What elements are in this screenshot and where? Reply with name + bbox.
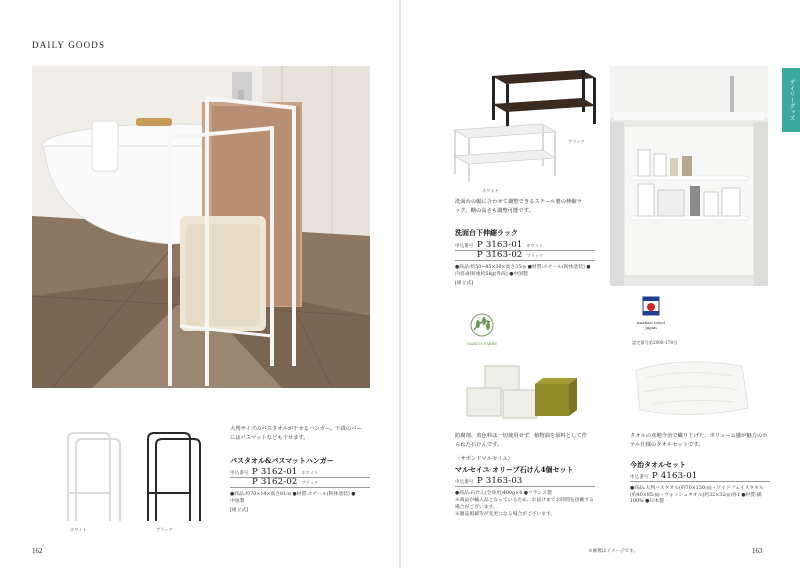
- hanger-black-caption: ブラック: [156, 527, 173, 532]
- towel-description: タオルの産地今治で織り上げた、ボリューム感が魅力のホテル仕様のタオルセットです。: [630, 433, 768, 448]
- rack-name: 洗面台下伸縮ラック: [455, 228, 518, 237]
- soap-description: 防腐剤、着色料は一切使用せず、植物油を原料として作られた石けんです。: [455, 433, 587, 448]
- hanger-black-drawing: [142, 425, 204, 525]
- code-label: 申込番号: [230, 471, 249, 476]
- code-variant: ブラック: [526, 253, 544, 258]
- rack-white-drawing: [450, 120, 560, 184]
- imabari-logo-country: Japan: [645, 325, 657, 330]
- section-title: DAILY GOODS: [32, 40, 106, 50]
- hanger-black-image: [142, 425, 204, 532]
- towel-photo: [622, 348, 762, 430]
- soap-photo: [455, 348, 585, 430]
- product-code: P 3163-03: [477, 476, 523, 486]
- code-row: [230, 468, 370, 478]
- rack-codes: [455, 241, 595, 261]
- code-label: 申込番号: [455, 244, 474, 249]
- under-sink-illustration: [610, 66, 768, 286]
- soap-note-1: ※商品が輸入品となっているため、お届けまでお時間を頂戴する場合がございます。: [455, 498, 594, 510]
- page-spine: [399, 0, 401, 568]
- towel-specs: ●商品:大判バスタオル(約70×150㎝)・ワイドフェイスタオル(約40×85㎝)・ウォッシュタオル(約32×32㎝)各1 ●材質:綿100% ●日本製: [630, 486, 764, 505]
- towel-illustration: [622, 348, 762, 430]
- hanger-white-caption: ホワイト: [70, 527, 87, 532]
- product-code: P 3163-02: [477, 250, 523, 260]
- imabari-logo: [630, 296, 672, 336]
- imabari-logo-name: imabari towel: [637, 320, 665, 325]
- imabari-cert: 認定番号第2008-178号: [632, 340, 678, 345]
- left-folio: 162: [32, 547, 43, 555]
- towel-name: 今治タオルセット: [630, 460, 686, 469]
- code-variant: ホワイト: [301, 470, 319, 475]
- code-row: [455, 241, 595, 251]
- rack-black-caption: ブラック: [568, 139, 585, 144]
- bathroom-photo: [32, 66, 370, 388]
- soap-codes: [455, 477, 595, 487]
- product-code: P 3163-01: [477, 240, 523, 250]
- hanger-white-image: [62, 425, 124, 532]
- code-row: [230, 478, 370, 488]
- olive-branch-icon: [460, 312, 504, 338]
- hanger-specs: ●商品:約70×14×高さ81㎝ ●材質:スチール(粉体塗装) ●中国製: [230, 492, 356, 504]
- rack-specs: ●商品:約50~85×30×高さ35㎝ ●材質:スチール(粉体塗装) ●内容:耐荷重約5kg(各段) ●中国製: [455, 265, 591, 277]
- hanger-assembly: [組立式]: [230, 508, 249, 513]
- footer-note: ※画像はイメージです。: [588, 549, 639, 554]
- hanger-white-drawing: [62, 425, 124, 525]
- product-code: P 3162-01: [252, 467, 298, 477]
- soap-illustration: [455, 348, 585, 430]
- hanger-name: バスタオル&バスマットハンガー: [230, 456, 334, 465]
- right-folio: 163: [752, 547, 763, 555]
- imabari-logo-icon: [630, 296, 672, 316]
- rack-assembly: [組立式]: [455, 281, 474, 286]
- soap-specs: ●商品:石けん(全身用)400g×4 ●フランス製: [455, 491, 552, 496]
- code-label: 申込番号: [630, 475, 649, 480]
- bathroom-illustration: [32, 66, 370, 388]
- hanger-codes: [230, 468, 370, 488]
- soap-name: マルセイユ オリーブ石けん4個セット: [455, 465, 574, 474]
- code-row: [455, 251, 595, 261]
- side-tab: デイリーグッズ: [782, 68, 800, 132]
- product-code: P 4163-01: [652, 471, 698, 481]
- under-sink-photo: [610, 66, 768, 286]
- rack-white-caption: ホワイト: [482, 188, 499, 193]
- marius-fabre-logo-text: MARIUS FABRE: [467, 342, 497, 346]
- code-row: [630, 472, 770, 482]
- product-code: P 3162-02: [252, 477, 298, 487]
- hanger-description: 大判サイズのバスタオルが干せるハンガー。下段のバーにはバスマットなども干せます。: [230, 426, 362, 441]
- soap-note-2: ※雑誌掲載等が変更になる場合がございます。: [455, 512, 556, 517]
- rack-description: 洗面台の幅に合わせて調整できるスチール製の伸縮ラック。棚の高さも調整可能です。: [455, 199, 582, 214]
- rack-white-image: [450, 120, 560, 184]
- code-label: 申込番号: [455, 480, 474, 485]
- code-row: [455, 477, 595, 487]
- marius-fabre-logo: [460, 312, 504, 346]
- code-variant: ブラック: [301, 480, 319, 485]
- soap-subtitle: 〈サボンドマルセイユ〉: [455, 456, 513, 462]
- towel-codes: [630, 472, 770, 482]
- code-variant: ホワイト: [526, 243, 544, 248]
